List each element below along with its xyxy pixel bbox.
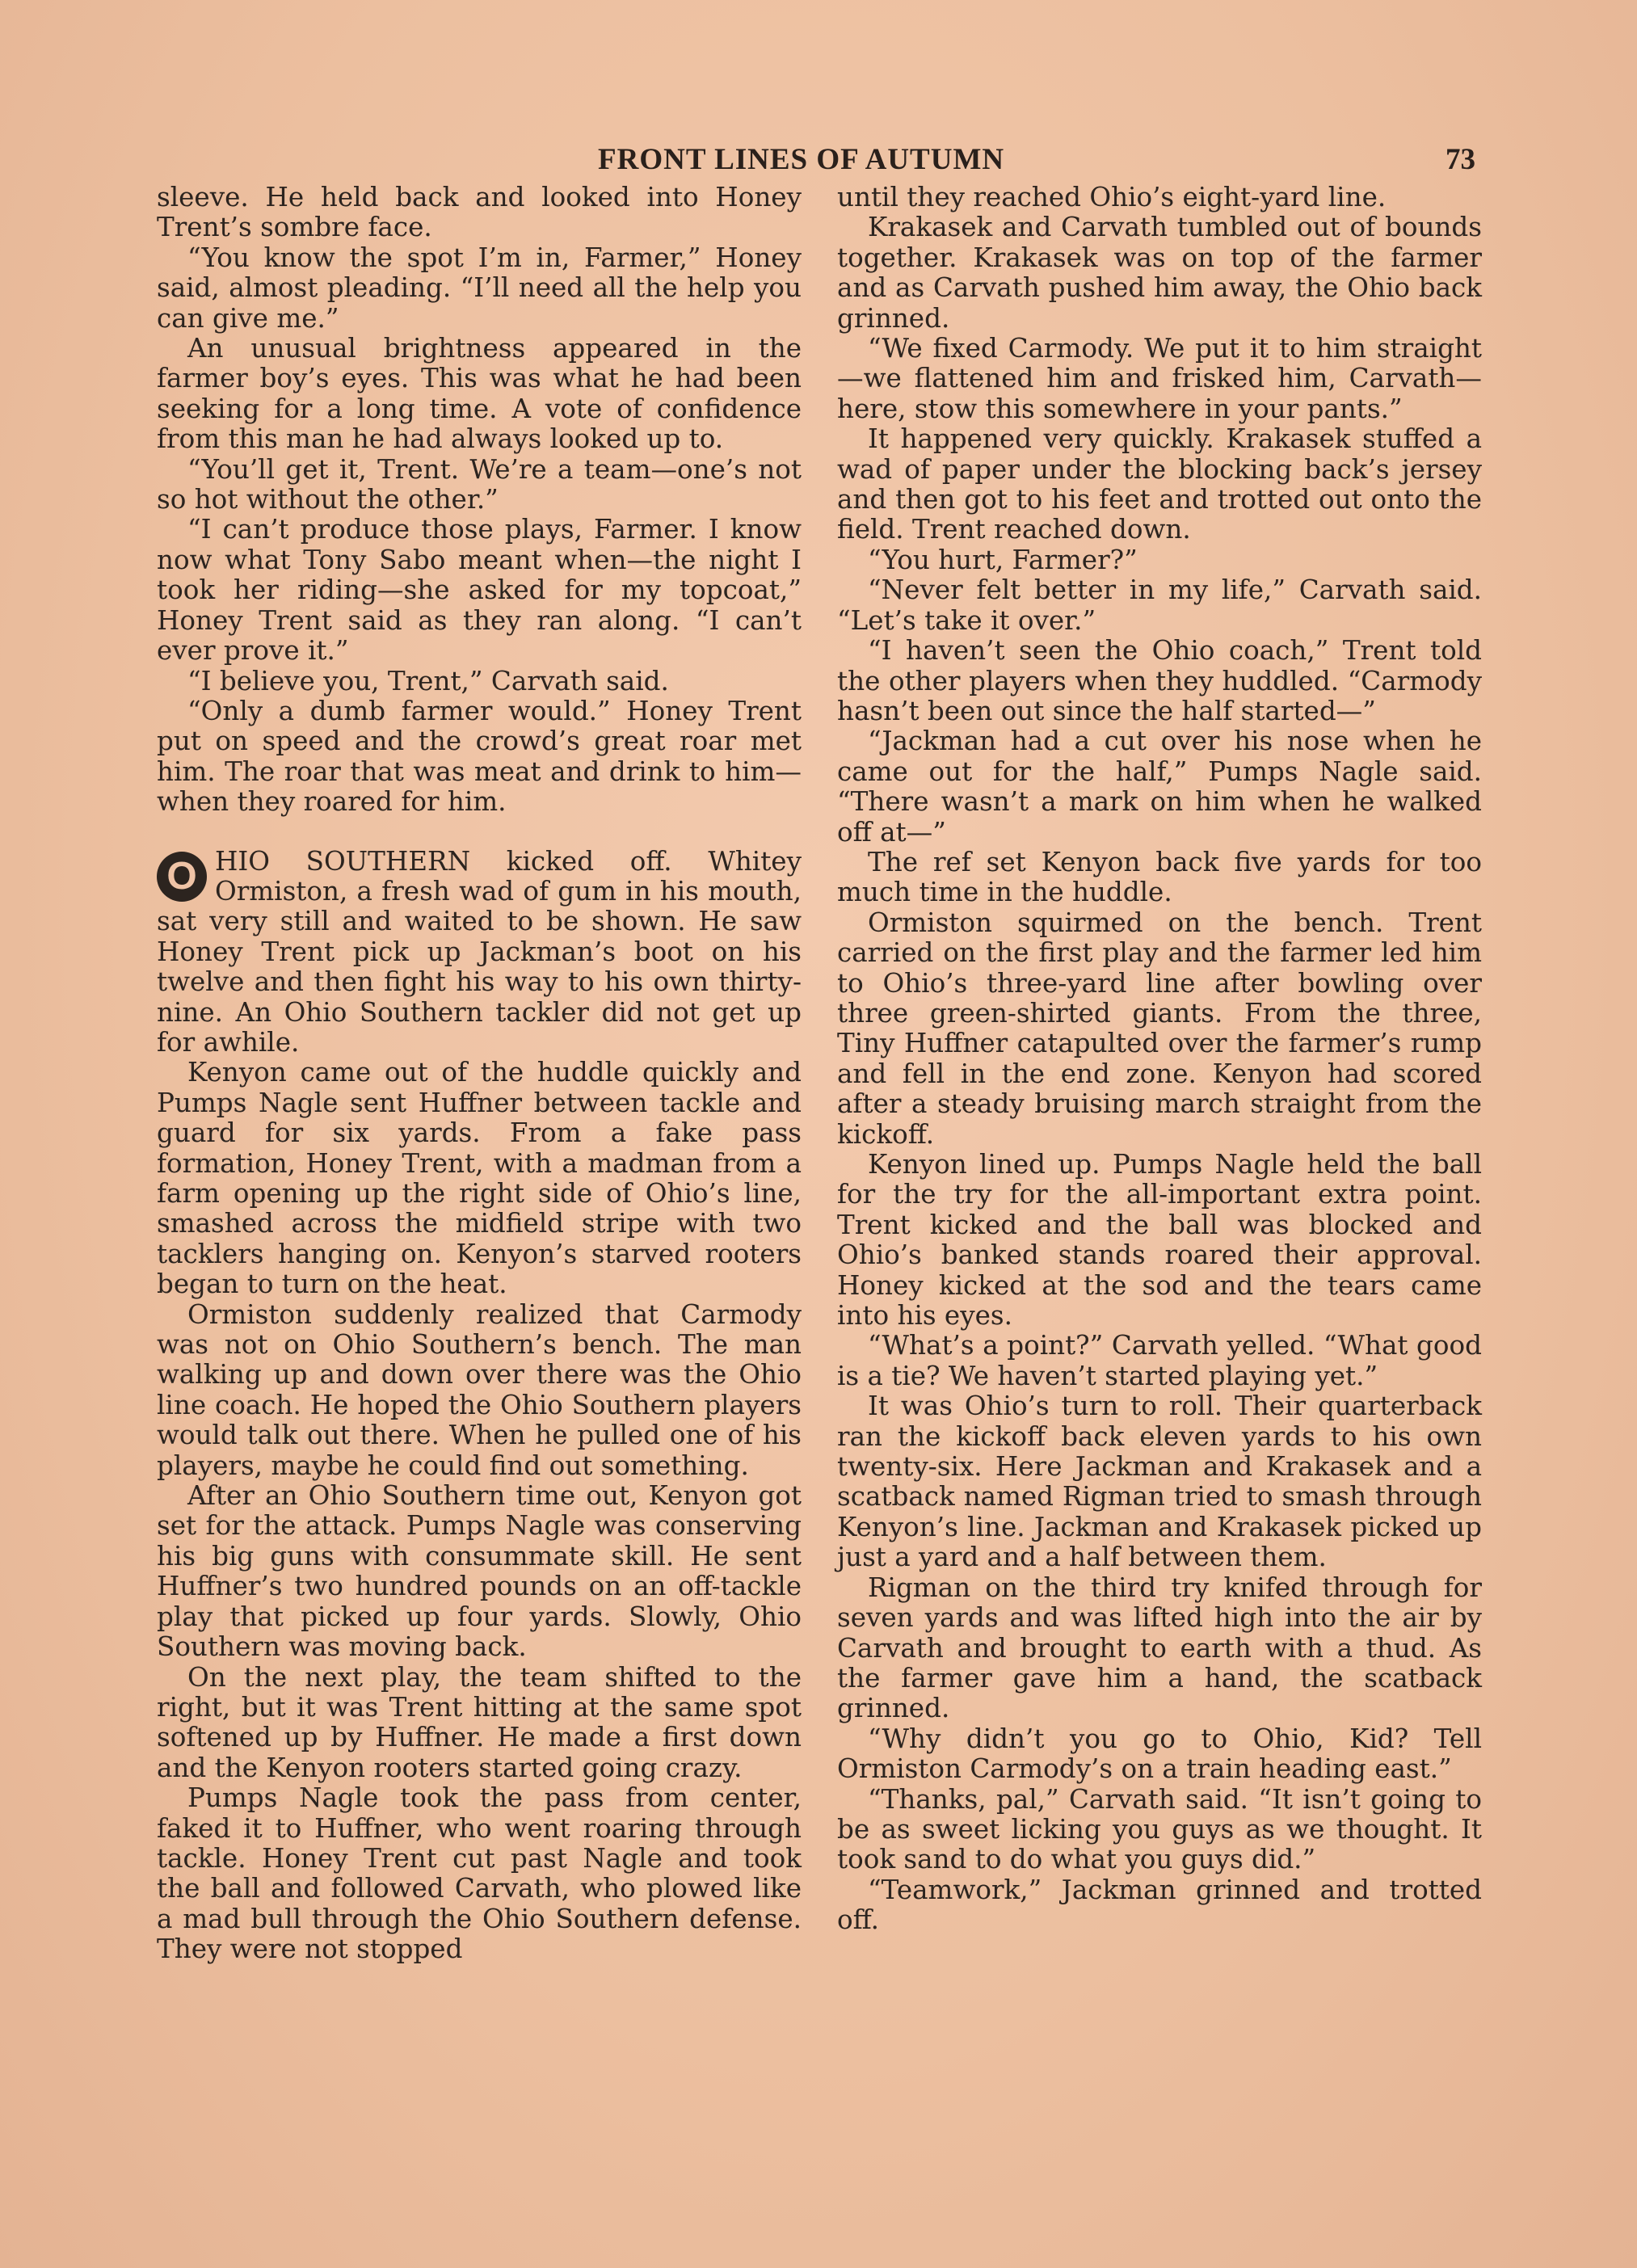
paragraph: “We fixed Carmody. We put it to him straight—we flattened him and frisked him, Carvath—here, stow this somewhere in your pants.” — [837, 333, 1482, 424]
paragraph: It was Ohio’s turn to roll. Their quarterback ran the kickoff back eleven yards to his own twenty-six. Here Jackman and Krakasek and a scatback named Rigman tried to smash through Kenyon’s line. Jackman and Krakasek picked up just a yard and a half between them. — [837, 1391, 1482, 1573]
paragraph: “Only a dumb farmer would.” Honey Trent put on speed and the crowd’s great roar met him. The roar that was meat and drink to him—when they roared for him. — [157, 695, 802, 818]
paragraph: “You’ll get it, Trent. We’re a team—one’s not so hot without the other.” — [157, 453, 802, 515]
left-column — [157, 183, 802, 1965]
paragraph: “I haven’t seen the Ohio coach,” Trent told the other players when they huddled. “Carmody hasn’t been out since the half started—” — [837, 635, 1482, 726]
paragraph: “Teamwork,” Jackman grinned and trotted off. — [837, 1874, 1482, 1936]
paragraph: “I can’t produce those plays, Farmer. I know now what Tony Sabo meant when—the night I took her riding—she asked for my topcoat,” Honey Trent said as they ran along. “I can’t ever prove it.” — [157, 514, 802, 667]
drop-cap: O — [157, 852, 207, 902]
paragraph: Krakasek and Carvath tumbled out of bounds together. Krakasek was on top of the farmer and as Carvath pushed him away, the Ohio back grinned. — [837, 212, 1482, 334]
paragraph: Rigman on the third try knifed through for seven yards and was lifted high into the air by Carvath and brought to earth with a thud. As the farmer gave him a hand, the scatback grinned. — [837, 1572, 1482, 1724]
page-number: 73 — [1446, 143, 1475, 176]
paragraph: “What’s a point?” Carvath yelled. “What good is a tie? We haven’t started playing yet.” — [837, 1330, 1482, 1391]
paragraph: Kenyon came out of the huddle quickly and Pumps Nagle sent Huffner between tackle and guard for six yards. From a fake pass formation, Honey Trent, with a madman from a farm opening up the right side of Ohio’s line, smashed across the midfield stripe with two tacklers hanging on. Kenyon’s starved rooters began to turn on the heat. — [157, 1057, 802, 1300]
paragraph: “Why didn’t you go to Ohio, Kid? Tell Ormiston Carmody’s on a train heading east.” — [837, 1723, 1482, 1785]
paragraph: Ormiston suddenly realized that Carmody was not on Ohio Southern’s bench. The man walking up and down over there was the Ohio line coach. He hoped the Ohio Southern players would talk out there. When he pulled one of his players, maybe he could find out something. — [157, 1298, 802, 1481]
paragraph: Ormiston squirmed on the bench. Trent carried on the first play and the farmer led him to Ohio’s three-yard line after bowling over three green-shirted giants. From the three, Tiny Huffner catapulted over the farmer’s rump and fell in the end zone. Kenyon had scored after a steady bruising march straight from the kickoff. — [837, 907, 1482, 1150]
section-start-paragraph — [157, 847, 802, 1058]
paragraph: sleeve. He held back and looked into Honey Trent’s sombre face. — [157, 182, 802, 243]
paragraph: “You know the spot I’m in, Farmer,” Honey said, almost pleading. “I’ll need all the help you can give me.” — [157, 242, 802, 334]
paragraph: until they reached Ohio’s eight-yard line. — [837, 182, 1387, 212]
paragraph: “Thanks, pal,” Carvath said. “It isn’t going to be as sweet licking you guys as we thought. It took sand to do what you guys did.” — [837, 1783, 1482, 1875]
paragraph: “Jackman had a cut over his nose when he came out for the half,” Pumps Nagle said. “There wasn’t a mark on him when he walked off at—” — [837, 726, 1482, 848]
paragraph: The ref set Kenyon back five yards for too much time in the huddle. — [837, 846, 1482, 908]
right-column — [837, 183, 1482, 1936]
paragraph: Pumps Nagle took the pass from center, faked it to Huffner, who went roaring through tackle. Honey Trent cut past Nagle and took the ball and followed Carvath, who plowed like a mad bull through the Ohio Southern defense. They were not stopped — [157, 1782, 802, 1965]
paragraph: It happened very quickly. Krakasek stuffed a wad of paper under the blocking back’s jersey and then got to his feet and trotted out onto the field. Trent reached down. — [837, 423, 1482, 545]
section-start-text: HIO SOUTHERN kicked off. Whitey Ormiston, a fresh wad of gum in his mouth, sat very still and waited to be shown. He saw Honey Trent pick up Jackman’s boot on his twelve and then fight his way to his own thirty-nine. An Ohio Southern tackler did not get up for awhile. — [157, 845, 802, 1058]
paragraph: On the next play, the team shifted to the right, but it was Trent hitting at the same spot softened up by Huffner. He made a first down and the Kenyon rooters started going crazy. — [157, 1661, 802, 1783]
paragraph: “I believe you, Trent,” Carvath said. — [187, 665, 669, 696]
paragraph: An unusual brightness appeared in the farmer boy’s eyes. This was what he had been seeking for a long time. A vote of confidence from this man he had always looked up to. — [157, 333, 802, 455]
paragraph: Kenyon lined up. Pumps Nagle held the ball for the try for the all-important extra point. Trent kicked and the ball was blocked and Ohio’s banked stands roared their approval. Honey kicked at the sod and the tears came into his eyes. — [837, 1149, 1482, 1332]
running-title: FRONT LINES OF AUTUMN — [598, 143, 1005, 176]
paragraph: “You hurt, Farmer?” — [868, 544, 1138, 575]
paragraph: “Never felt better in my life,” Carvath said. “Let’s take it over.” — [837, 574, 1482, 636]
paragraph: After an Ohio Southern time out, Kenyon got set for the attack. Pumps Nagle was conserving his big guns with consummate skill. He sent Huffner’s two hundred pounds on an off-tackle play that picked up four yards. Slowly, Ohio Southern was moving back. — [157, 1480, 802, 1663]
